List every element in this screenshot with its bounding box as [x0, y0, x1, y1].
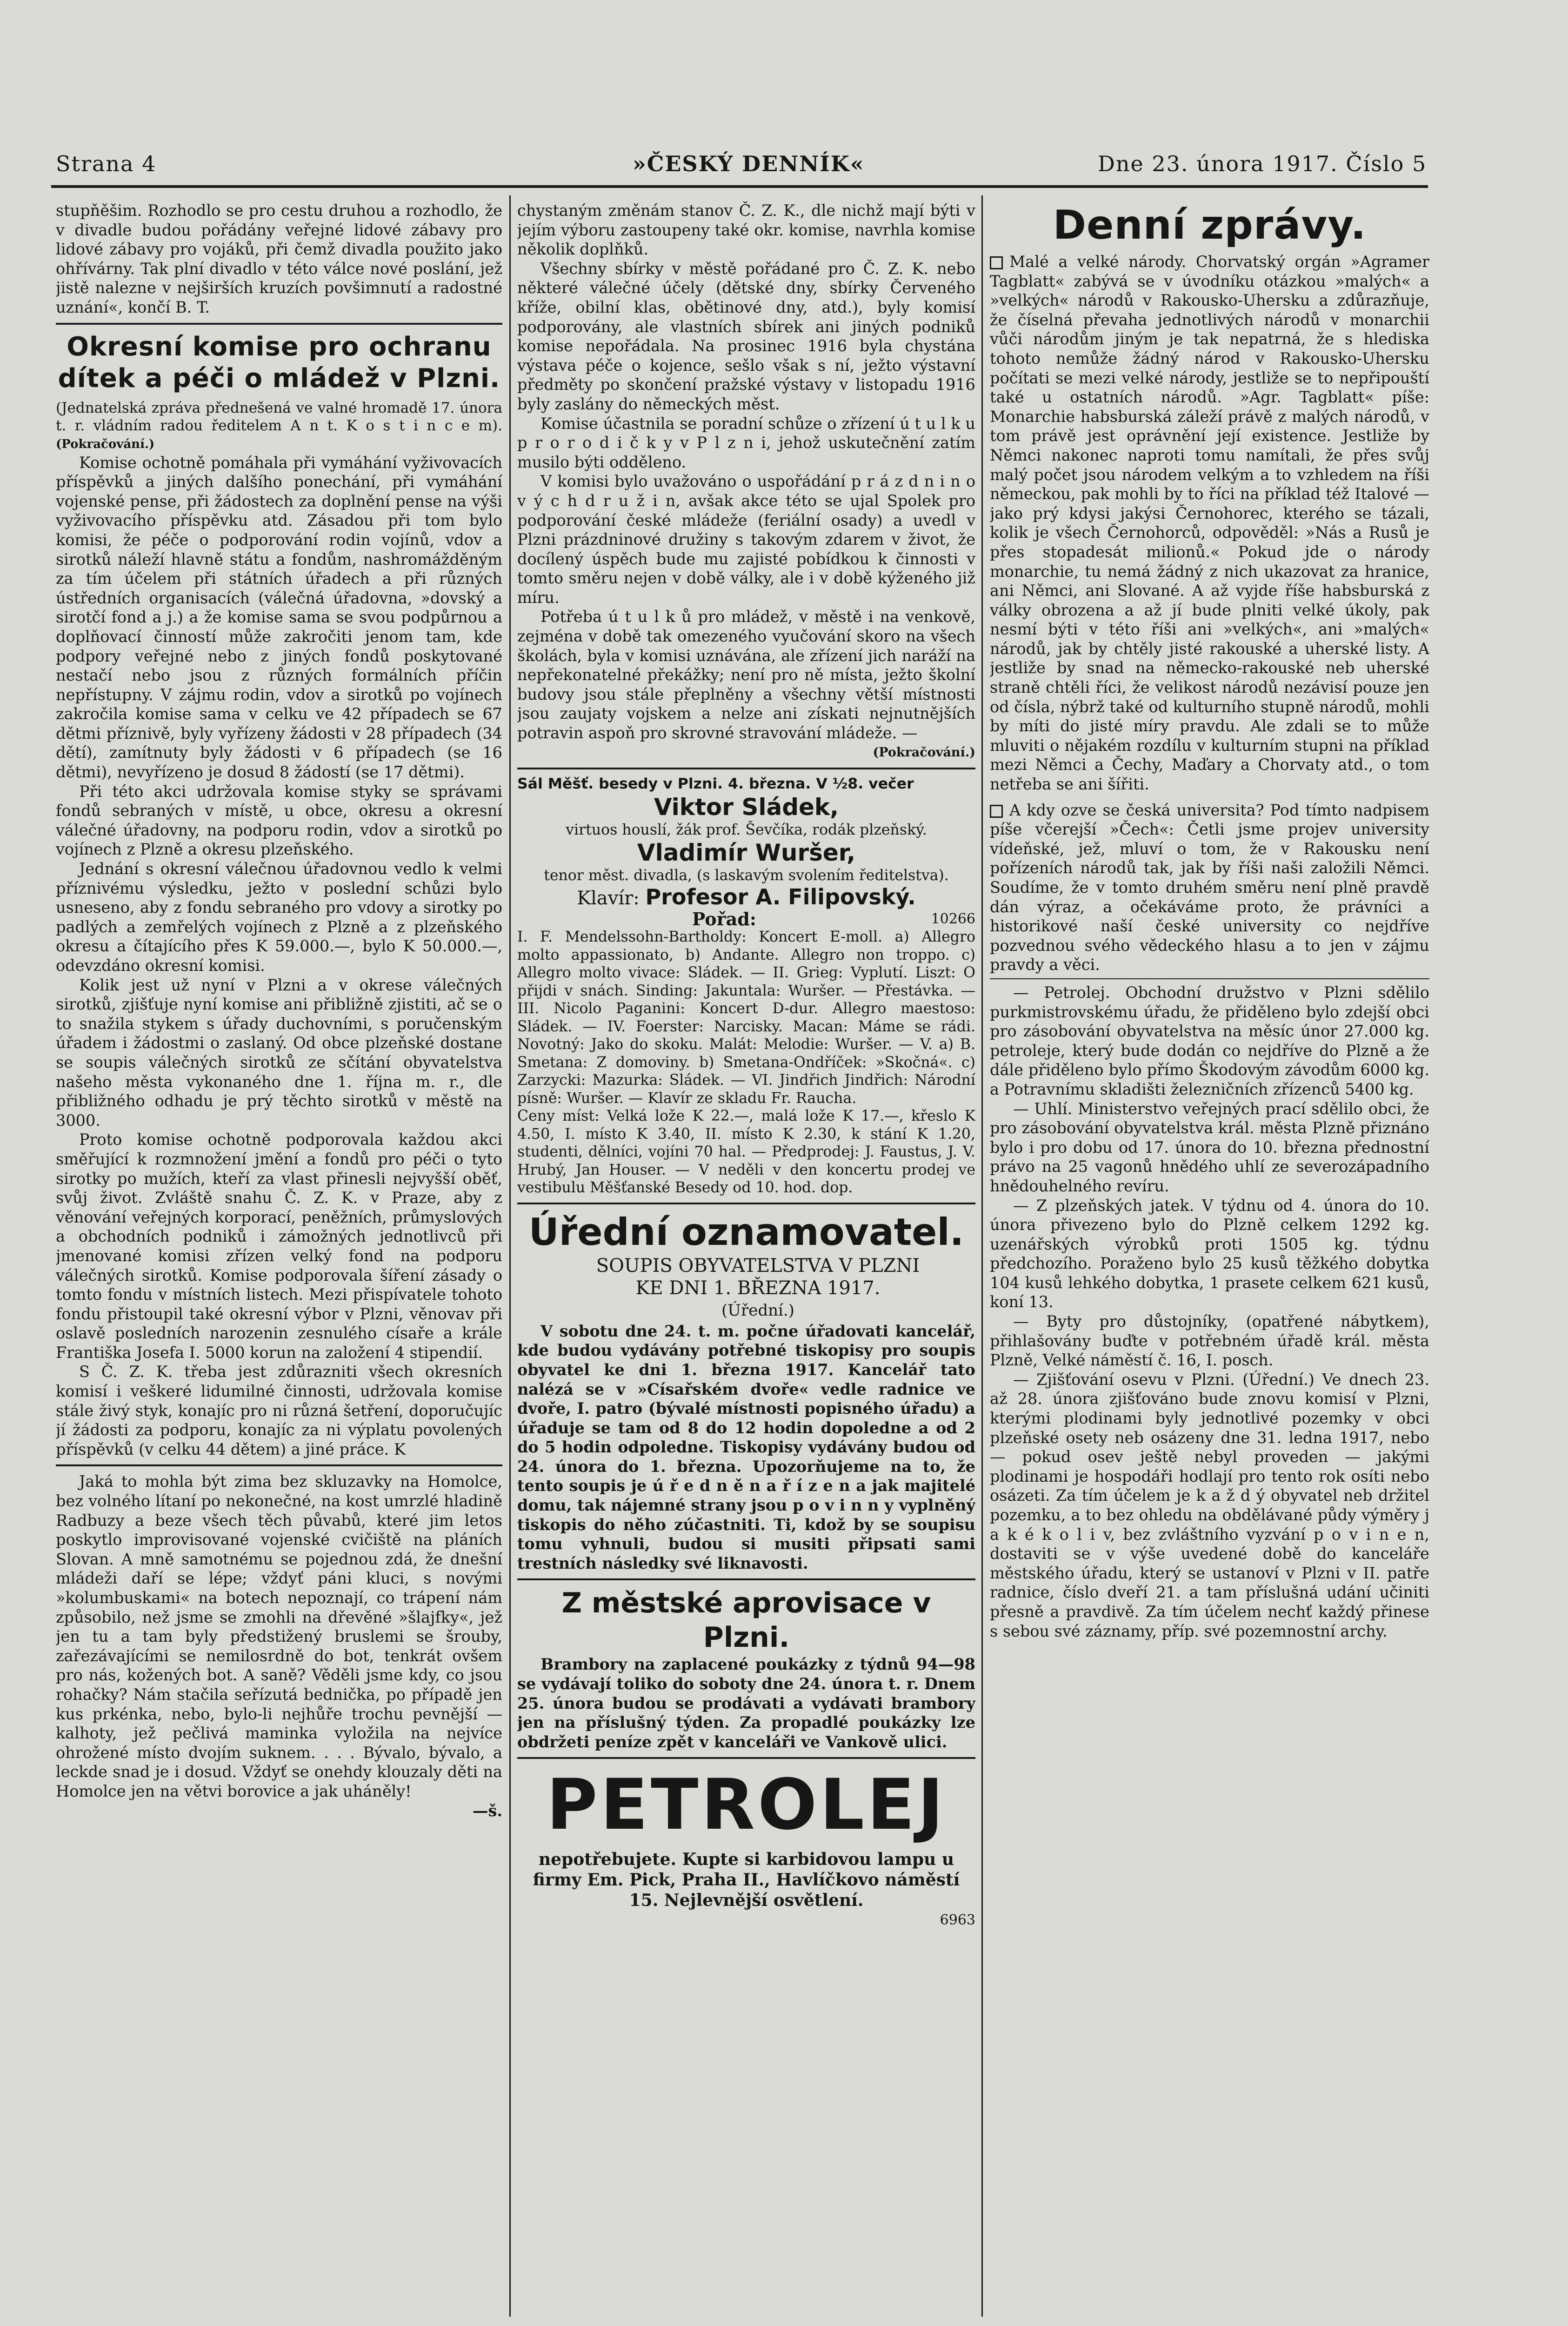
- divider: [517, 1578, 975, 1580]
- paragraph: Proto komise ochotně podporovala každou akci směřující k rozmnožení jmění a fondů pro péči o tyto sirotky po mužích, kteří za vlast přinesli nejvyšší oběť, svůj život. Zvláště snahu Č. Z. K. v Praze, aby z věnování veřejných korporací, peněžních, průmyslových a obchodních podniků i zámožných jednotlivců při jmenované komisi zřízen velký fond na podporu válečných sirotků. Komise podporovala šíření zásady o tomto fondu v místních listech. Mezi přispívatele tohoto fondu přistoupil také okresní výbor v Plzni, věnovav při oslavě posledních narozenin zesnulého císaře a krále Františka Josefa I. 5000 korun na založení 4 stipendií.: [56, 1130, 502, 1362]
- paragraph: Jednání s okresní válečnou úřadovnou vedlo k velmi příznivému výsledku, ježto v poslední schůzi bylo usneseno, aby z fondu sebraného pro vdovy a sirotky po padlých a zemřelých vojínech z Plzně a z plzeňského okresu a čítajícího přes K 59.000.—, bylo K 50.000.—, odevzdáno okresní komisi.: [56, 860, 502, 975]
- paragraph: Potřeba ú t u l k ů pro mládež, v městě i na venkově, zejména v době tak omezeného vyučování skoro na všech školách, byla v komisi uznávána, ale zřízení jich naráží na nepřekonatelné překážky; není pro ně místa, ježto školní budovy jsou stále přeplněny a všechny větší místnosti jsou zaujaty vojskem a nelze ani získati nejnutnějších potravin aspoň pro skrovné stravování mládeže. —: [517, 608, 975, 742]
- ticket-prices: Ceny míst: Velká lože K 22.—, malá lože K 17.—, křeslo K 4.50, I. místo K 3.40, II. místo K 2.30, k stání K 1.20, studenti, dělníci, vojíni 70 hal. — Předprodej: J. Faustus, J. V. Hrubý, Jan Houser. — V neděli v den koncertu prodej ve vestibulu Měšťanské Besedy od 10. hod. dop.: [517, 1108, 975, 1196]
- ad-number: 6963: [940, 1912, 975, 1929]
- concert-venue: Sál Měšť. besedy v Plzni. 4. března. V ½8. večer: [517, 775, 914, 793]
- square-bullet-icon: [990, 256, 1003, 269]
- paragraph: Při této akci udržovala komise styky se správami fondů sebraných v místě, u obce, okresu a okresní válečné úřadovny, na podporu rodin, vdov a sirotků po vojínech z Plzně a okresu plzeňského.: [56, 782, 502, 859]
- concert-ad: [517, 775, 975, 1197]
- divider: [56, 323, 502, 325]
- report-source: (Jednatelská zpráva přednešená ve valné hromadě 17. února t. r. vládním radou ředitelem A n t. K o s t i n c e m). (Pokračování.): [56, 399, 502, 451]
- performer-2: Vladimír Wuršer,: [637, 839, 856, 867]
- author-sign: —š.: [472, 1801, 502, 1820]
- news-item: — Petrolej. Obchodní družstvo v Plzni sdělilo purkmistrovskému úřadu, že přiděleno bylo zdejší obci pro zásobování obyvatelstva na měsíc únor 27.000 kg. petroleje, který bude dodán co nejdříve do Plzně a že dále přiděleno bylo přímo Škodovým závodům 6000 kg. a Potravnímu skladišti železničních zřízenců 5400 kg.: [990, 983, 1429, 1098]
- news-item: A kdy ozve se česká universita? Pod tímto nadpisem píše včerejší »Čech«: Četli jsme projev university vídeňské, jež, mluví o tom, že v Rakousku není pořízeních národů tak, jak by říši naši založili Němci. Soudíme, že v tomto druhém směru není plně pravdě dán výraz, a očekáváme proto, že právníci a historikové naší české university co nejdříve pozvednou svého vědeckého hlasu a to jen v zájmu pravdy a věci.: [990, 801, 1429, 974]
- page-number: Strana 4: [56, 151, 157, 176]
- official-sub-3: (Úřední.): [721, 1301, 794, 1320]
- paragraph: chystaným změnám stanov Č. Z. K., dle nichž mají býti v jejím výboru zastoupeny také okr. komise, navrhla komise několik doplňků.: [517, 201, 975, 259]
- paper-name: »ČESKÝ DENNÍK«: [633, 151, 865, 176]
- petrolej-ad-text: nepotřebujete. Kupte si karbidovou lampu u firmy Em. Pick, Praha II., Havlíčkovo náměstí 15. Nejlevnější osvětlení.: [533, 1850, 960, 1911]
- column-rule-2: [981, 195, 983, 2317]
- issue-date: Dne 23. února 1917. Číslo 5: [1098, 151, 1427, 176]
- provision-text: Brambory na zaplacené poukázky z týdnů 94—98 se vydávají toliko do soboty dne 24. února t. r. Dnem 25. února budou se prodávati a vydávati brambory jen na příslušný týden. Za propadlé poukázky lze obdržeti peníze zpět v kanceláři ve Vankově ulici.: [517, 1655, 975, 1751]
- official-text: V sobotu dne 24. t. m. počne úřadovati kancelář, kde budou vydávány potřebné tiskopisy pro soupis obyvatel ke dni 1. března 1917. Kancelář tato nalézá se v »Císařském dvoře« vedle radnice ve dvoře, I. patro (bývalé místnosti popisného úřadu) a úřaduje se tam od 8 do 12 hodin dopoledne a od 2 do 5 hodin odpoledne. Tiskopisy vydávány budou od 24. února do 1. března. Upozorňujeme na to, že tento soupis je ú ř e d n ě n a ř í z e n a jak majitelé domu, tak nájemné strany jsou p o v i n n y vyplněný tiskopis do něho zúčastniti. Ti, kdož by se soupisu tomu vyhnuli, budou si musiti připsati sami trestních následky své liknavosti.: [517, 1322, 975, 1572]
- feuilleton-paragraph: Jaká to mohla být zima bez skluzavky na Homolce, bez volného lítaní po nekonečné, na kost umrzlé hladině Radbuzy a beze všech těch půvabů, které jim letos poskytlo improvisované vojenské cvičiště na pláních Slovan. A mně samotnému se pojednou zdá, že dnešní mládeži daří se lépe; vždyť páni kluci, s novými »kolumbuskami« na botech nepoznají, co trápení nám způsobilo, než jsme se zmohli na dřevěné »šlajfky«, jež jen tu a tam byly předstižený bruslemi se šrouby, zařezávajícími se nemilosrdně do bot, tenkrát ovšem pro nás, kožených bot. A saně? Věděli jsme kdy, co jsou rohačky? Nám stačila seřízutá bednička, po případě jen kus prkénka, nebo, bylo-li nejhůře trochu pevnější — kalhoty, jež pečlivá maminka vyložila na nejvíce ohrožené místo dvojím suknem. . . . Bývalo, bývalo, a leckde snad je i dosud. Vždyť se onehdy klouzaly děti na Homolce jen na větvi borovice a jak uháněly!: [56, 1472, 502, 1800]
- square-bullet-icon: [990, 805, 1003, 818]
- performer-2-desc: tenor měst. divadla, (s laskavým svolením ředitelstva).: [544, 867, 949, 884]
- pianist: Klavír: Profesor A. Filipovský.: [577, 884, 916, 909]
- column-rule-1: [509, 195, 511, 2317]
- header-rule: [51, 185, 1428, 188]
- provision-title: Z městské aprovisace v Plzni.: [561, 1587, 931, 1654]
- news-item: Malé a velké národy. Chorvatský orgán »Agramer Tagblatt« zabývá se v úvodníku otázkou »malých« a »velkých« národů v Rakousko-Uhersku a zdůrazňuje, že číselná převaha jednotlivých národů v monarchii vůči národům jiným je tak nepatrná, že s hlediska tohoto nemůže žádný národ v Rakousko-Uhersku počítati se mezi velké národy, jestliže se to nepřipouští také u ostatních národů. »Agr. Tagblatt« píše: Monarchie habsburská záleží právě z malých národů, v tom právě jest oprávnění její existence. Jestliže by Němci nakonec naproti tomu namítali, že přes svůj malý počet jsou národem velkým a to vzhledem na říši německou, pak mohli by to říci na příklad též Italové — jako prý kdysi jakýsi Černohorec, kterého se tázali, kolik je všech Černohorců, odpověděl: »Nás a Rusů je přes stopadesát milionů.« Pokud jde o národy monarchie, tu nemá žádný z nich ukazovat za hranice, ani Němci, ani Slované. A až vyjde říše habsburská z války obrozena a až jí bude plniti velké úkoly, pak nesmí býti v této říši ani »velkých«, ani »malých« národů, jak by chtěly jisté rakouské a uherské listy. A jestliže by snad na německo-rakouské neb uherské straně chtěli říci, že velikost národů nezávisí pouze jen od čísla, nýbrž také od kulturního stupně národů, mohli by míti do jisté míry pravdu. Ale zdali se to může mluviti o nějakém rozdílu v kulturním stupni na příklad mezi Němci a Čechy, Maďary a Chorvaty atd., o tom netřeba se ani šířiti.: [990, 253, 1429, 794]
- news-item: — Uhlí. Ministerstvo veřejných prací sdělilo obci, že pro zásobování obyvatelstva král. města Plzně přiznáno bylo i pro dobu od 17. února do 10. března přednostní právo na 25 vagonů hnědého uhlí ze severozápadního hnědouhelného revíru.: [990, 1099, 1429, 1195]
- column-2: [517, 201, 975, 2322]
- divider: [517, 768, 975, 769]
- paragraph: S Č. Z. K. třeba jest zdůrazniti všech okresních komisí i veškeré lidumilné činnosti, udržovala komise stále živý styk, konajíc pro ni různá šetření, doporučujíc jí žádosti za podporu, konajíc za ni výplatu povolených příspěvků (v celku 44 dětem) a jiné práce. K: [56, 1363, 502, 1458]
- news-item: — Byty pro důstojníky, (opatřené nábytkem), přihlašovány buďte v potřebném úřadě král. města Plzně, Velké náměstí č. 16, I. posch.: [990, 1312, 1429, 1370]
- continuation-note: (Pokračování.): [873, 745, 975, 760]
- paragraph: Všechny sbírky v městě pořádané pro Č. Z. K. nebo některé válečné účely (dětské dny, sbírky Červeného kříže, obilní klas, obětinové dny, atd.), byly komisí podporovány, ale vlastních sbírek ani jiných podniků komise nepořádala. Na prosinec 1916 byla chystána výstava péče o kojence, sešlo však s ní, ježto výstavní předměty po skončení pražské výstavy v listopadu 1916 byly zaslány do německých měst.: [517, 259, 975, 413]
- divider: [517, 1757, 975, 1759]
- news-item: — Z plzeňských jatek. V týdnu od 4. února do 10. února přivezeno bylo do Plzně celkem 1292 kg. uzenářských výrobků proti 1505 kg. týdnu předchozího. Poraženo bylo 25 kusů těžkého dobytka 104 kusů lehkého dobytka, 1 prasete celkem 621 kusů, koní 13.: [990, 1196, 1429, 1311]
- divider: [517, 1203, 975, 1204]
- official-title: Úřední oznamovatel.: [528, 1210, 964, 1254]
- column-3: [990, 201, 1429, 2322]
- column-1: [56, 201, 502, 2322]
- news-item: — Zjišťování osevu v Plzni. (Úřední.) Ve dnech 23. až 28. února zjišťováno bude znovu komisí v Plzni, kterými plodinami byly jednotlivé pozemky v obci plzeňské osety neb osázeny dne 31. ledna 1917, nebo — pokud osev ještě nebyl proveden — jakými plodinami je hospodáři hodlají pro tento rok osíti nebo osázeti. Za tím účelem je k a ž d ý obyvatel neb držitel pozemku, a to bez ohledu na obdělávané půdy výměry j a k é k o l i v, bez zvláštního vyzvání p o v i n e n, dostaviti se v výše uvedené době do kanceláře městského úřadu, který se ustanoví v Plzni v II. patře radnice, číslo dveří 21. a tam příslušná udání učiniti přesně a pravdivě. Za tím účelem nechť každý přinese s sebou své záznamy, příp. své pozemnostní archy.: [990, 1370, 1429, 1640]
- paragraph: V komisi bylo uvažováno o uspořádání p r á z d n i n o v ý c h d r u ž i n, avšak akce této se ujal Spolek pro podporování české mládeže (feriální osady) a uvedl v Plzni prázdninové družiny s takovým zdarem v život, že docílený úspěch bude mu zajisté pobídkou k činnosti v tomto směru nejen v době války, ale i v době kýženého již míru.: [517, 472, 975, 607]
- headline-komise: Okresní komise pro ochranu dítek a péči o mládež v Plzni.: [58, 331, 500, 394]
- program-heading: Pořad: 10266: [692, 908, 975, 929]
- program-text: I. F. Mendelssohn-Bartholdy: Koncert E-moll. a) Allegro molto appassionato, b) Andante. Allegro non troppo. c) Allegro molto vivace: Sládek. — II. Grieg: Vyplutí. Liszt: O přijdi v snách. Sinding: Jakuntala: Wuršer. — Přestávka. — III. Nicolo Paganini: Koncert D-dur. Allegro maestoso: Sládek. — IV. Foerster: Narcisky. Macan: Máme se rádi. Novotný: Jako do skoku. Malát: Melodie: Wuršer. — V. a) B. Smetana: Z domoviny. b) Smetana-Ondříček: »Skočná«. c) Zarzycki: Mazurka: Sládek. — VI. Jindřich Jindřich: Národní písně: Wuršer. — Klavír ze skladu Fr. Raucha.: [517, 929, 975, 1107]
- paragraph: Kolik jest už nyní v Plzni a v okrese válečných sirotků, zjišťuje nyní komise ani přibližně zjistiti, ač se o to snažila stykem s úřady duchovními, s poručenským úřadem i žádostmi o zaslaný. Od obce plzeňské dostane se soupis válečných sirotků ze sčítání obyvatelstva našeho města vykonaného dne 1. října m. r., dle přibližného odhadu je prý těchto sirotků v městě na 3000.: [56, 976, 502, 1130]
- paragraph: Komise ochotně pomáhala při vymáhání vyživovacích příspěvků a jiných dalšího ponechání, při vymáhání vojenské pense, při žádostech za doplnění pense na výši vyživovacího příspěvku atd. Zásadou při tom bylo komisi, že péče o podporování rodin vojínů, vdov a sirotků náleží hlavně státu a fondům, nashromážděným za tím účelem při státních úřadech a při různých ústředních organisacích (válečná úřadovna, »dovský a sirotčí fond a j.) a že komise sama se svou podpůrnou a doplňovací činností může zakročiti jenom tam, kde podpory veřejné nebo z jiných fondů poskytované nestačí nebo jsou z různých formálních příčin nepřístupny. V zájmu rodin, vdov a sirotků po vojínech zakročila komise sama v celku ve 42 případech se 67 dětmi příznivě, byly vyřízeny žádosti v 28 případech (34 dětí), zamítnuty byly žádosti v 6 případech (se 16 dětmi), nevyřízeno je dosud 8 žádostí (se 17 dětmi).: [56, 453, 502, 782]
- divider: [56, 1464, 502, 1466]
- performer-1-desc: virtuos houslí, žák prof. Ševčíka, rodák plzeňský.: [566, 821, 927, 838]
- divider: [990, 978, 1429, 979]
- official-sub-2: KE DNI 1. BŘEZNA 1917.: [635, 1277, 881, 1299]
- paragraph: Komise účastnila se poradní schůze o zřízení ú t u l k u p r o r o d i č k y v P l z n i, jehož uskutečnění zatím musilo býti odděleno.: [517, 414, 975, 471]
- official-sub-1: SOUPIS OBYVATELSTVA V PLZNI: [596, 1255, 920, 1277]
- performer-1: Viktor Sládek,: [654, 793, 839, 821]
- section-title: Denní zprávy.: [1053, 202, 1367, 248]
- petrolej-ad-title: PETROLEJ: [546, 1765, 947, 1846]
- article-ending: stupňěšim. Rozhodlo se pro cestu druhou a rozhodlo, že v divadle budou pořádány veřejné lidové zábavy pro lidové zábavy pro vojáků, při čemž divadla použito jako ohřívárny. Tak plní divadlo v této válce nové poslání, jež jistě nalezne v nejširších kruzích povšimnutí a radostné uznání«, končí B. T.: [56, 201, 502, 316]
